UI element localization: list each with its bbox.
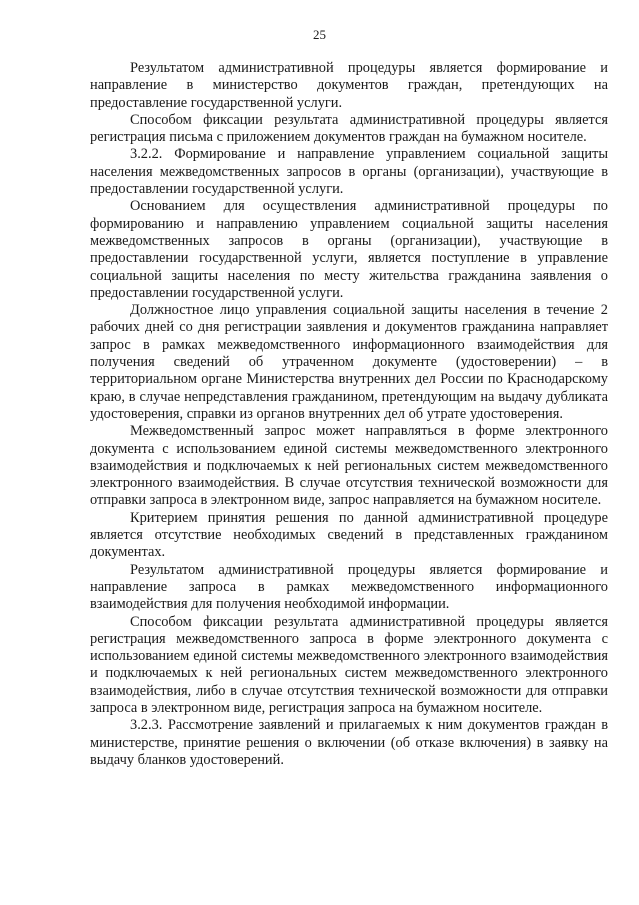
section-heading-3-2-3: 3.2.3. Рассмотрение заявлений и прилагаемых к ним документов граждан в министерстве, принятие решения о включении (об отказе включения) в заявку на выдачу бланков удостоверений. bbox=[90, 717, 608, 768]
page-number: 25 bbox=[313, 27, 326, 42]
section-heading-3-2-2: 3.2.2. Формирование и направление управлением социальной защиты населения межведомственных запросов в органы (организации), участвующие в предоставлении государственной услуги. bbox=[90, 146, 608, 198]
document-body bbox=[90, 60, 608, 769]
paragraph-result-request: Результатом административной процедуры является формирование и направление запроса в рамках межведомственного информационного взаимодействия для получения необходимой информации. bbox=[90, 561, 608, 613]
paragraph-official-request: Должностное лицо управления социальной защиты населения в течение 2 рабочих дней со дня регистрации заявления и документов гражданина направляет запрос в рамках межведомственного информационного взаимодействия для получения сведений об утраченном документе (удостоверении) – в территориальном органе Министерства внутренних дел России по Краснодарскому краю, в случае непредставления гражданином, претендующим на выдачу дубликата удостоверения, справки из органов внутренних дел об утрате удостоверения. bbox=[90, 302, 608, 422]
paragraph-fixation-request: Способом фиксации результата административной процедуры является регистрация межведомственного запроса в форме электронного документа с использованием единой системы межведомственного электронного взаимодействия и подключаемых к ней региональных систем межведомственного электронного взаимодействия, либо в случае отсутствия технической возможности для отправки запроса в электронном виде, регистрация запроса на бумажном носителе. bbox=[90, 613, 608, 716]
paragraph-result-submission: Результатом административной процедуры является формирование и направление в министерство документов граждан, претендующих на предоставление государственной услуги. bbox=[90, 60, 608, 111]
paragraph-electronic-request: Межведомственный запрос может направляться в форме электронного документа с использованием единой системы межведомственного электронного взаимодействия и подключаемых к ней региональных систем межведомственного электронного взаимодействия. В случае отсутствия технической возможности для отправки запроса в электронном виде, запрос направляется на бумажном носителе. bbox=[90, 423, 608, 509]
paragraph-grounds: Основанием для осуществления административной процедуры по формированию и направлению управлением социальной защиты населения межведомственных запросов в органы (организации), участвующие в предоставлении государственной услуги, является поступление в управление социальной защиты населения по месту жительства гражданина заявления о предоставлении государственной услуги. bbox=[90, 198, 608, 301]
paragraph-fixation-letter: Способом фиксации результата административной процедуры является регистрация письма с приложением документов граждан на бумажном носителе. bbox=[90, 111, 608, 146]
paragraph-decision-criterion: Критерием принятия решения по данной административной процедуре является отсутствие необходимых сведений в представленных гражданином документах. bbox=[90, 509, 608, 561]
